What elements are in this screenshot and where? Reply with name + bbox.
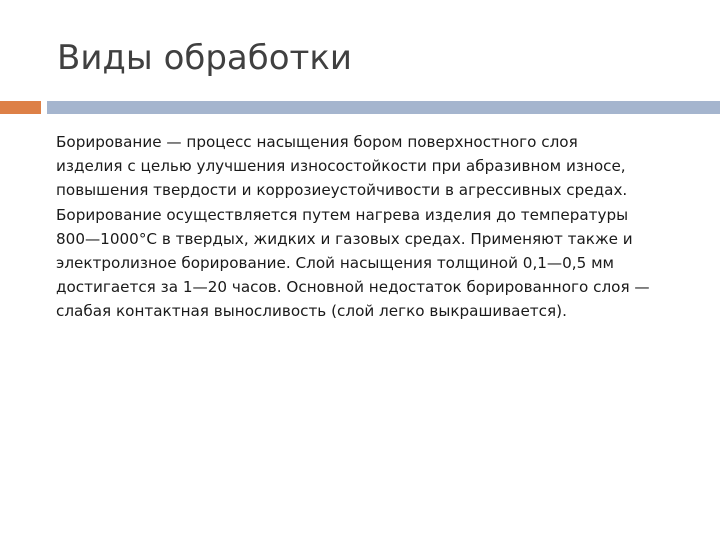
slide-title: Виды обработки xyxy=(57,38,352,78)
title-accent-bar xyxy=(0,101,41,114)
body-paragraph: Борирование — процесс насыщения бором поверхностного слоя изделия с целью улучшения износостойкости при абразивном износе, повышения твердости и коррозиеустойчивости в агрессивных средах. Борирование осуществляется путем нагрева изделия до температуры 800—1000°С в твердых, жидких и газовых средах. Применяют также и электролизное борирование. Слой насыщения толщиной 0,1—0,5 мм достигается за 1—20 часов. Основной недостаток борированного слоя — слабая контактная выносливость (слой легко выкрашивается). xyxy=(56,133,650,321)
title-divider-bar xyxy=(47,101,720,114)
